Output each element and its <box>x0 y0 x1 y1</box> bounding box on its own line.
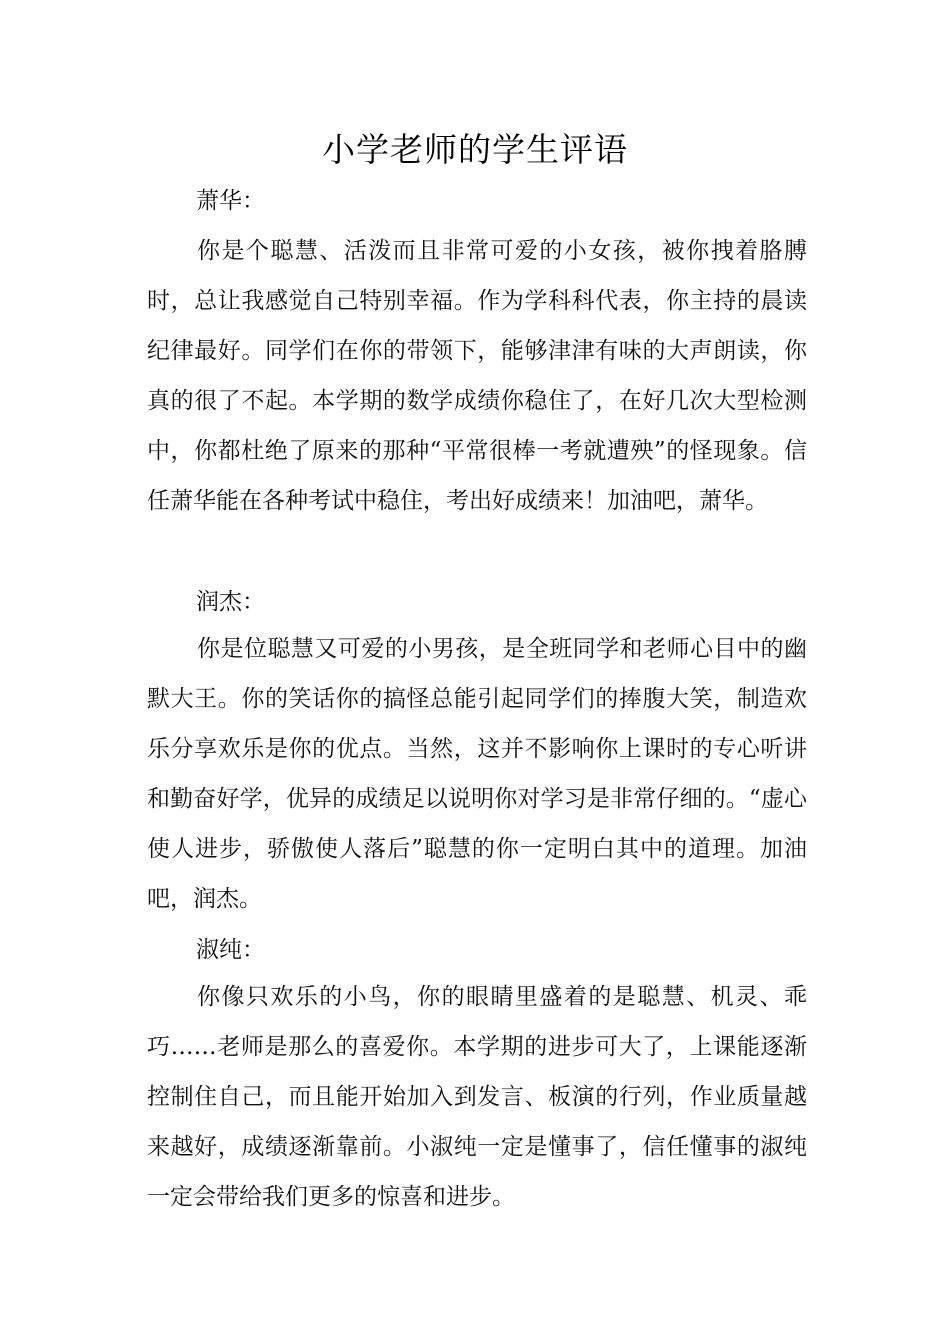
student-name-2: 润杰： <box>196 589 265 615</box>
comment-paragraph-1: 你是个聪慧、活泼而且非常可爱的小女孩，被你拽着胳膊时，总让我感觉自己特别幸福。作为学科科代表，你主持的晨读纪律最好。同学们在你的带领下，能够津津有味的大声朗读，你真的很了不起。本学期的数学成绩你稳住了，在好几次大型检测中，你都杜绝了原来的那种“平常很棒一考就遭殃”的怪现象。信任萧华能在各种考试中稳住，考出好成绩来！加油吧，萧华。 <box>147 238 807 514</box>
student-name-1: 萧华： <box>196 188 265 214</box>
comment-paragraph-3: 你像只欢乐的小鸟，你的眼睛里盛着的是聪慧、机灵、乖巧……老师是那么的喜爱你。本学期的进步可大了，上课能逐渐控制住自己，而且能开始加入到发言、板演的行列，作业质量越来越好，成绩逐渐靠前。小淑纯一定是懂事了，信任懂事的淑纯一定会带给我们更多的惊喜和进步。 <box>147 984 807 1210</box>
document-title: 小学老师的学生评语 <box>322 130 628 169</box>
comment-paragraph-2: 你是位聪慧又可爱的小男孩，是全班同学和老师心目中的幽默大王。你的笑话你的搞怪总能引起同学们的捧腹大笑，制造欢乐分享欢乐是你的优点。当然，这并不影响你上课时的专心听讲和勤奋好学，优异的成绩足以说明你对学习是非常仔细的。“虚心使人进步，骄傲使人落后”聪慧的你一定明白其中的道理。加油吧，润杰。 <box>147 636 807 912</box>
student-name-3: 淑纯： <box>196 937 265 963</box>
